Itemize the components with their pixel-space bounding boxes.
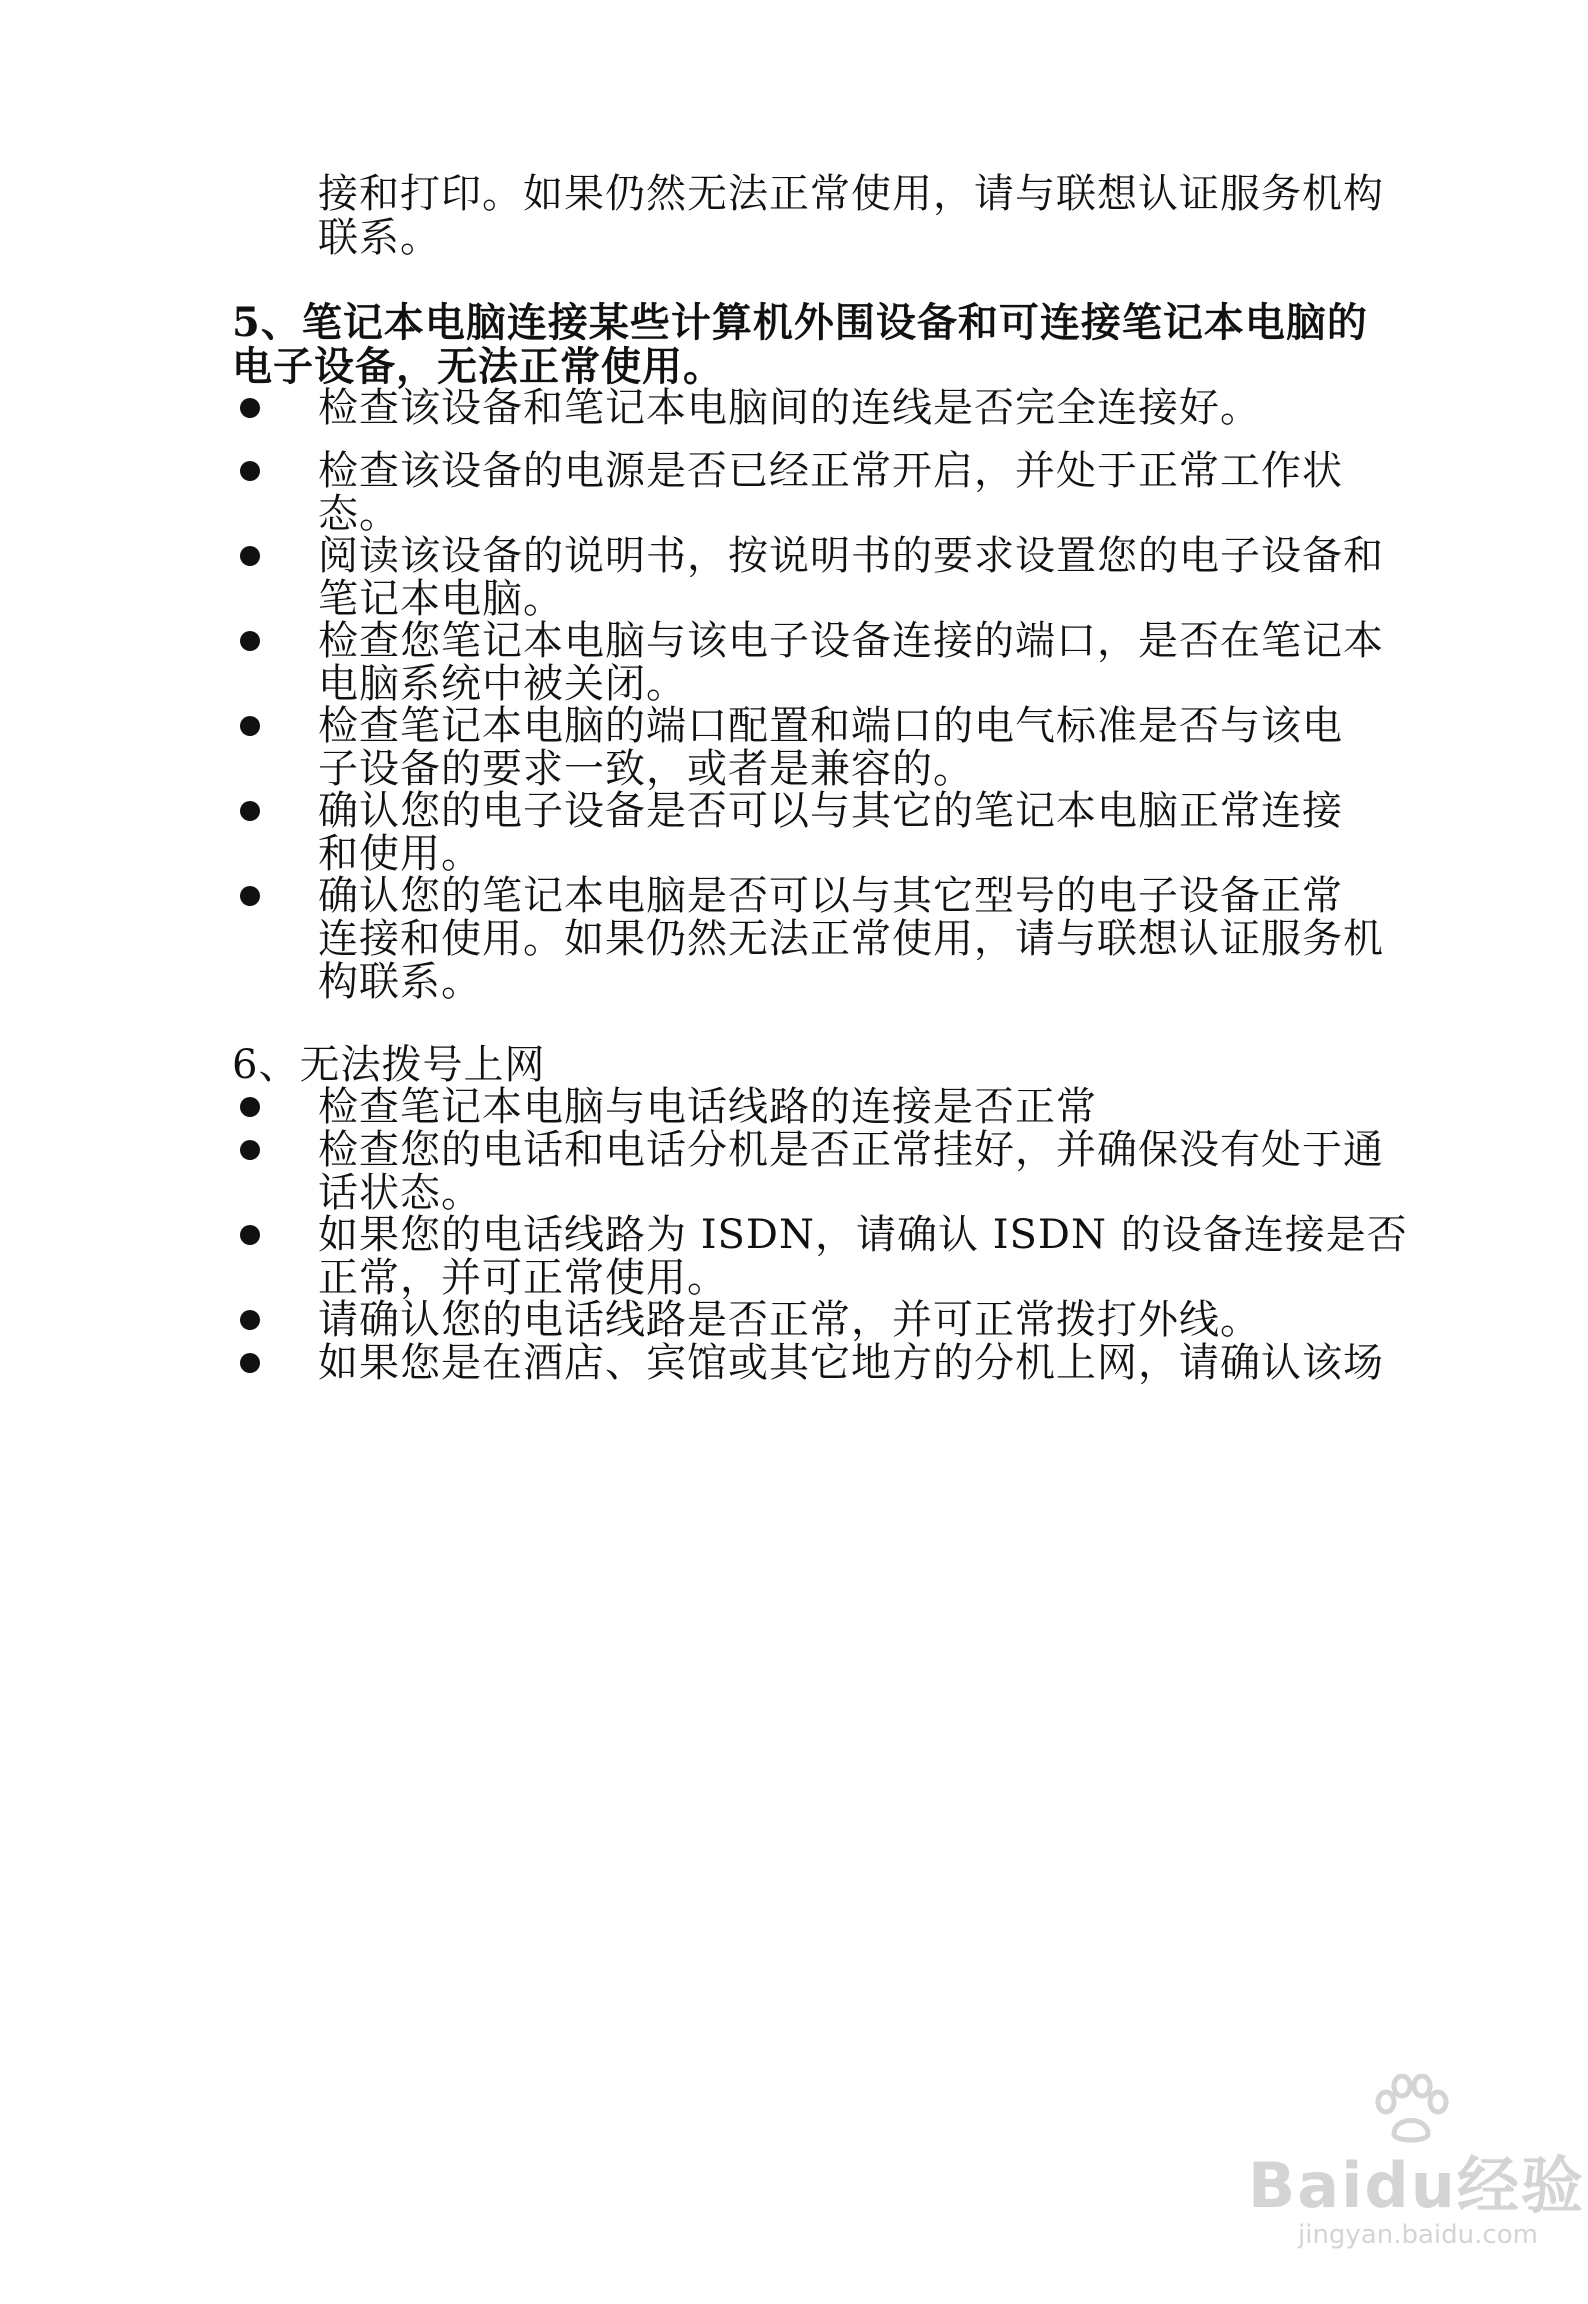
bullet-icon bbox=[240, 1225, 260, 1245]
list-item: 检查该设备和笔记本电脑间的连线是否完全连接好。 bbox=[318, 385, 1261, 431]
bullet-icon bbox=[240, 461, 260, 481]
paragraph-line: 接和打印。如果仍然无法正常使用，请与联想认证服务机构 bbox=[318, 171, 1384, 217]
bullet-icon bbox=[240, 1097, 260, 1117]
paw-icon bbox=[1368, 2074, 1454, 2144]
list-item-continuation: 笔记本电脑。 bbox=[318, 576, 564, 622]
bullet-icon bbox=[240, 886, 260, 906]
list-item: 阅读该设备的说明书，按说明书的要求设置您的电子设备和 bbox=[318, 533, 1384, 579]
list-item: 检查笔记本电脑的端口配置和端口的电气标准是否与该电 bbox=[318, 703, 1343, 749]
list-item-continuation: 连接和使用。如果仍然无法正常使用，请与联想认证服务机 bbox=[318, 916, 1384, 962]
list-item: 如果您是在酒店、宾馆或其它地方的分机上网，请确认该场 bbox=[318, 1340, 1384, 1386]
list-item-continuation: 态。 bbox=[318, 491, 400, 537]
section-heading: 电子设备，无法正常使用。 bbox=[232, 343, 724, 390]
list-item: 检查您的电话和电话分机是否正常挂好，并确保没有处于通 bbox=[318, 1127, 1384, 1173]
list-item: 请确认您的电话线路是否正常，并可正常拨打外线。 bbox=[318, 1297, 1261, 1343]
list-item-continuation: 正常，并可正常使用。 bbox=[318, 1255, 728, 1301]
bullet-icon bbox=[240, 1140, 260, 1160]
bullet-icon bbox=[240, 546, 260, 566]
section-heading: 6、无法拨号上网 bbox=[232, 1042, 546, 1088]
list-item-continuation: 子设备的要求一致，或者是兼容的。 bbox=[318, 746, 974, 792]
bullet-icon bbox=[240, 1353, 260, 1373]
list-item: 检查该设备的电源是否已经正常开启，并处于正常工作状 bbox=[318, 448, 1343, 494]
paragraph-line: 联系。 bbox=[318, 215, 441, 261]
baidu-jingyan-watermark bbox=[1248, 2074, 1585, 2264]
list-item-continuation: 构联系。 bbox=[318, 959, 482, 1005]
bullet-icon bbox=[240, 398, 260, 418]
watermark-url: jingyan.baidu.com bbox=[1298, 2220, 1538, 2250]
bullet-icon bbox=[240, 1310, 260, 1330]
bullet-icon bbox=[240, 716, 260, 736]
list-item-continuation: 电脑系统中被关闭。 bbox=[318, 661, 687, 707]
list-item: 如果您的电话线路为 ISDN，请确认 ISDN 的设备连接是否 bbox=[318, 1212, 1408, 1258]
list-item-continuation: 和使用。 bbox=[318, 831, 482, 877]
watermark-logo-text: Baidu经验 bbox=[1248, 2149, 1585, 2222]
bullet-icon bbox=[240, 801, 260, 821]
section-heading: 5、笔记本电脑连接某些计算机外围设备和可连接笔记本电脑的 bbox=[232, 299, 1368, 346]
list-item: 检查您笔记本电脑与该电子设备连接的端口，是否在笔记本 bbox=[318, 618, 1384, 664]
list-item-continuation: 话状态。 bbox=[318, 1170, 482, 1216]
list-item: 确认您的电子设备是否可以与其它的笔记本电脑正常连接 bbox=[318, 788, 1343, 834]
bullet-icon bbox=[240, 631, 260, 651]
list-item: 确认您的笔记本电脑是否可以与其它型号的电子设备正常 bbox=[318, 873, 1343, 919]
list-item: 检查笔记本电脑与电话线路的连接是否正常 bbox=[318, 1084, 1097, 1130]
